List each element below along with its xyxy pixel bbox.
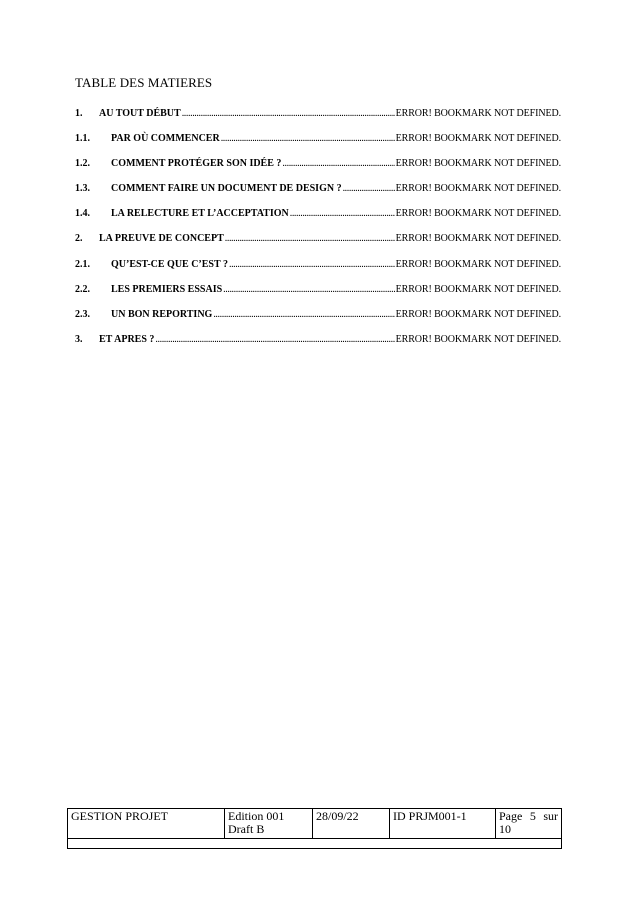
toc-entry-number: 2.1. — [75, 258, 90, 270]
page-footer-table — [67, 808, 562, 849]
footer-edition: Edition 001 Draft B — [225, 809, 313, 839]
toc-entry-number: 1.1. — [75, 133, 90, 145]
toc-entry-page: ERROR! BOOKMARK NOT DEFINED. — [395, 208, 561, 220]
toc-entry-number: 2. — [75, 233, 83, 245]
toc-entry-title: UN BON REPORTING — [111, 308, 213, 320]
footer-blank-row — [68, 839, 562, 849]
toc-entry-page: ERROR! BOOKMARK NOT DEFINED. — [395, 333, 561, 345]
toc-dot-leader — [221, 133, 395, 144]
toc-entry[interactable] — [75, 108, 561, 133]
toc-entry-page: ERROR! BOOKMARK NOT DEFINED. — [395, 108, 561, 119]
toc-entry[interactable] — [75, 233, 561, 258]
toc-entry[interactable] — [75, 309, 561, 334]
toc-entry-title: COMMENT PROTÉGER SON IDÉE ? — [111, 158, 282, 170]
toc-title: TABLE DES MATIERES — [75, 75, 213, 90]
toc-entry-page: ERROR! BOOKMARK NOT DEFINED. — [395, 283, 561, 295]
toc-entry-title: PAR OÙ COMMENCER — [111, 133, 220, 145]
toc-entry-title: QU’EST-CE QUE C’EST ? — [111, 258, 228, 270]
toc-entry-page: ERROR! BOOKMARK NOT DEFINED. — [395, 233, 561, 245]
toc-entry-number: 2.3. — [75, 308, 90, 320]
table-of-contents — [75, 108, 561, 359]
footer-document-id: ID PRJM001-1 — [390, 809, 496, 839]
toc-entry-number: 1.2. — [75, 158, 90, 170]
toc-entry-number: 3. — [75, 333, 83, 345]
toc-dot-leader — [223, 284, 394, 295]
toc-entry-page: ERROR! BOOKMARK NOT DEFINED. — [395, 183, 561, 195]
footer-project-name: GESTION PROJET — [68, 809, 225, 839]
toc-entry-page: ERROR! BOOKMARK NOT DEFINED. — [395, 158, 561, 170]
toc-entry-number: 1.4. — [75, 208, 90, 220]
toc-dot-leader — [229, 259, 395, 270]
footer-date: 28/09/22 — [313, 809, 390, 839]
toc-dot-leader — [225, 233, 395, 244]
toc-dot-leader — [282, 158, 394, 169]
toc-entry-title: AU TOUT DÉBUT — [99, 108, 181, 119]
toc-entry-title: LA PREUVE DE CONCEPT — [99, 233, 224, 245]
toc-entry-title: LES PREMIERS ESSAIS — [111, 283, 223, 295]
toc-entry[interactable] — [75, 183, 561, 208]
toc-entry-title: LA RELECTURE ET L’ACCEPTATION — [111, 208, 289, 220]
toc-entry[interactable] — [75, 133, 561, 158]
toc-entry-number: 1. — [75, 108, 83, 119]
toc-dot-leader — [290, 208, 395, 219]
toc-dot-leader — [155, 334, 394, 345]
toc-entry[interactable] — [75, 208, 561, 233]
toc-entry[interactable] — [75, 158, 561, 183]
toc-entry-page: ERROR! BOOKMARK NOT DEFINED. — [395, 133, 561, 145]
toc-entry[interactable] — [75, 259, 561, 284]
toc-dot-leader — [182, 108, 395, 119]
toc-dot-leader — [213, 309, 394, 320]
toc-entry-title: ET APRES ? — [99, 333, 155, 345]
toc-entry-page: ERROR! BOOKMARK NOT DEFINED. — [395, 308, 561, 320]
toc-entry-number: 2.2. — [75, 283, 90, 295]
toc-entry[interactable] — [75, 334, 561, 359]
footer-page-number: Page 5 sur 10 — [496, 809, 562, 839]
toc-entry-page: ERROR! BOOKMARK NOT DEFINED. — [395, 258, 561, 270]
toc-entry[interactable] — [75, 284, 561, 309]
toc-dot-leader — [343, 183, 395, 194]
toc-entry-title: COMMENT FAIRE UN DOCUMENT DE DESIGN ? — [111, 183, 342, 195]
toc-entry-number: 1.3. — [75, 183, 90, 195]
